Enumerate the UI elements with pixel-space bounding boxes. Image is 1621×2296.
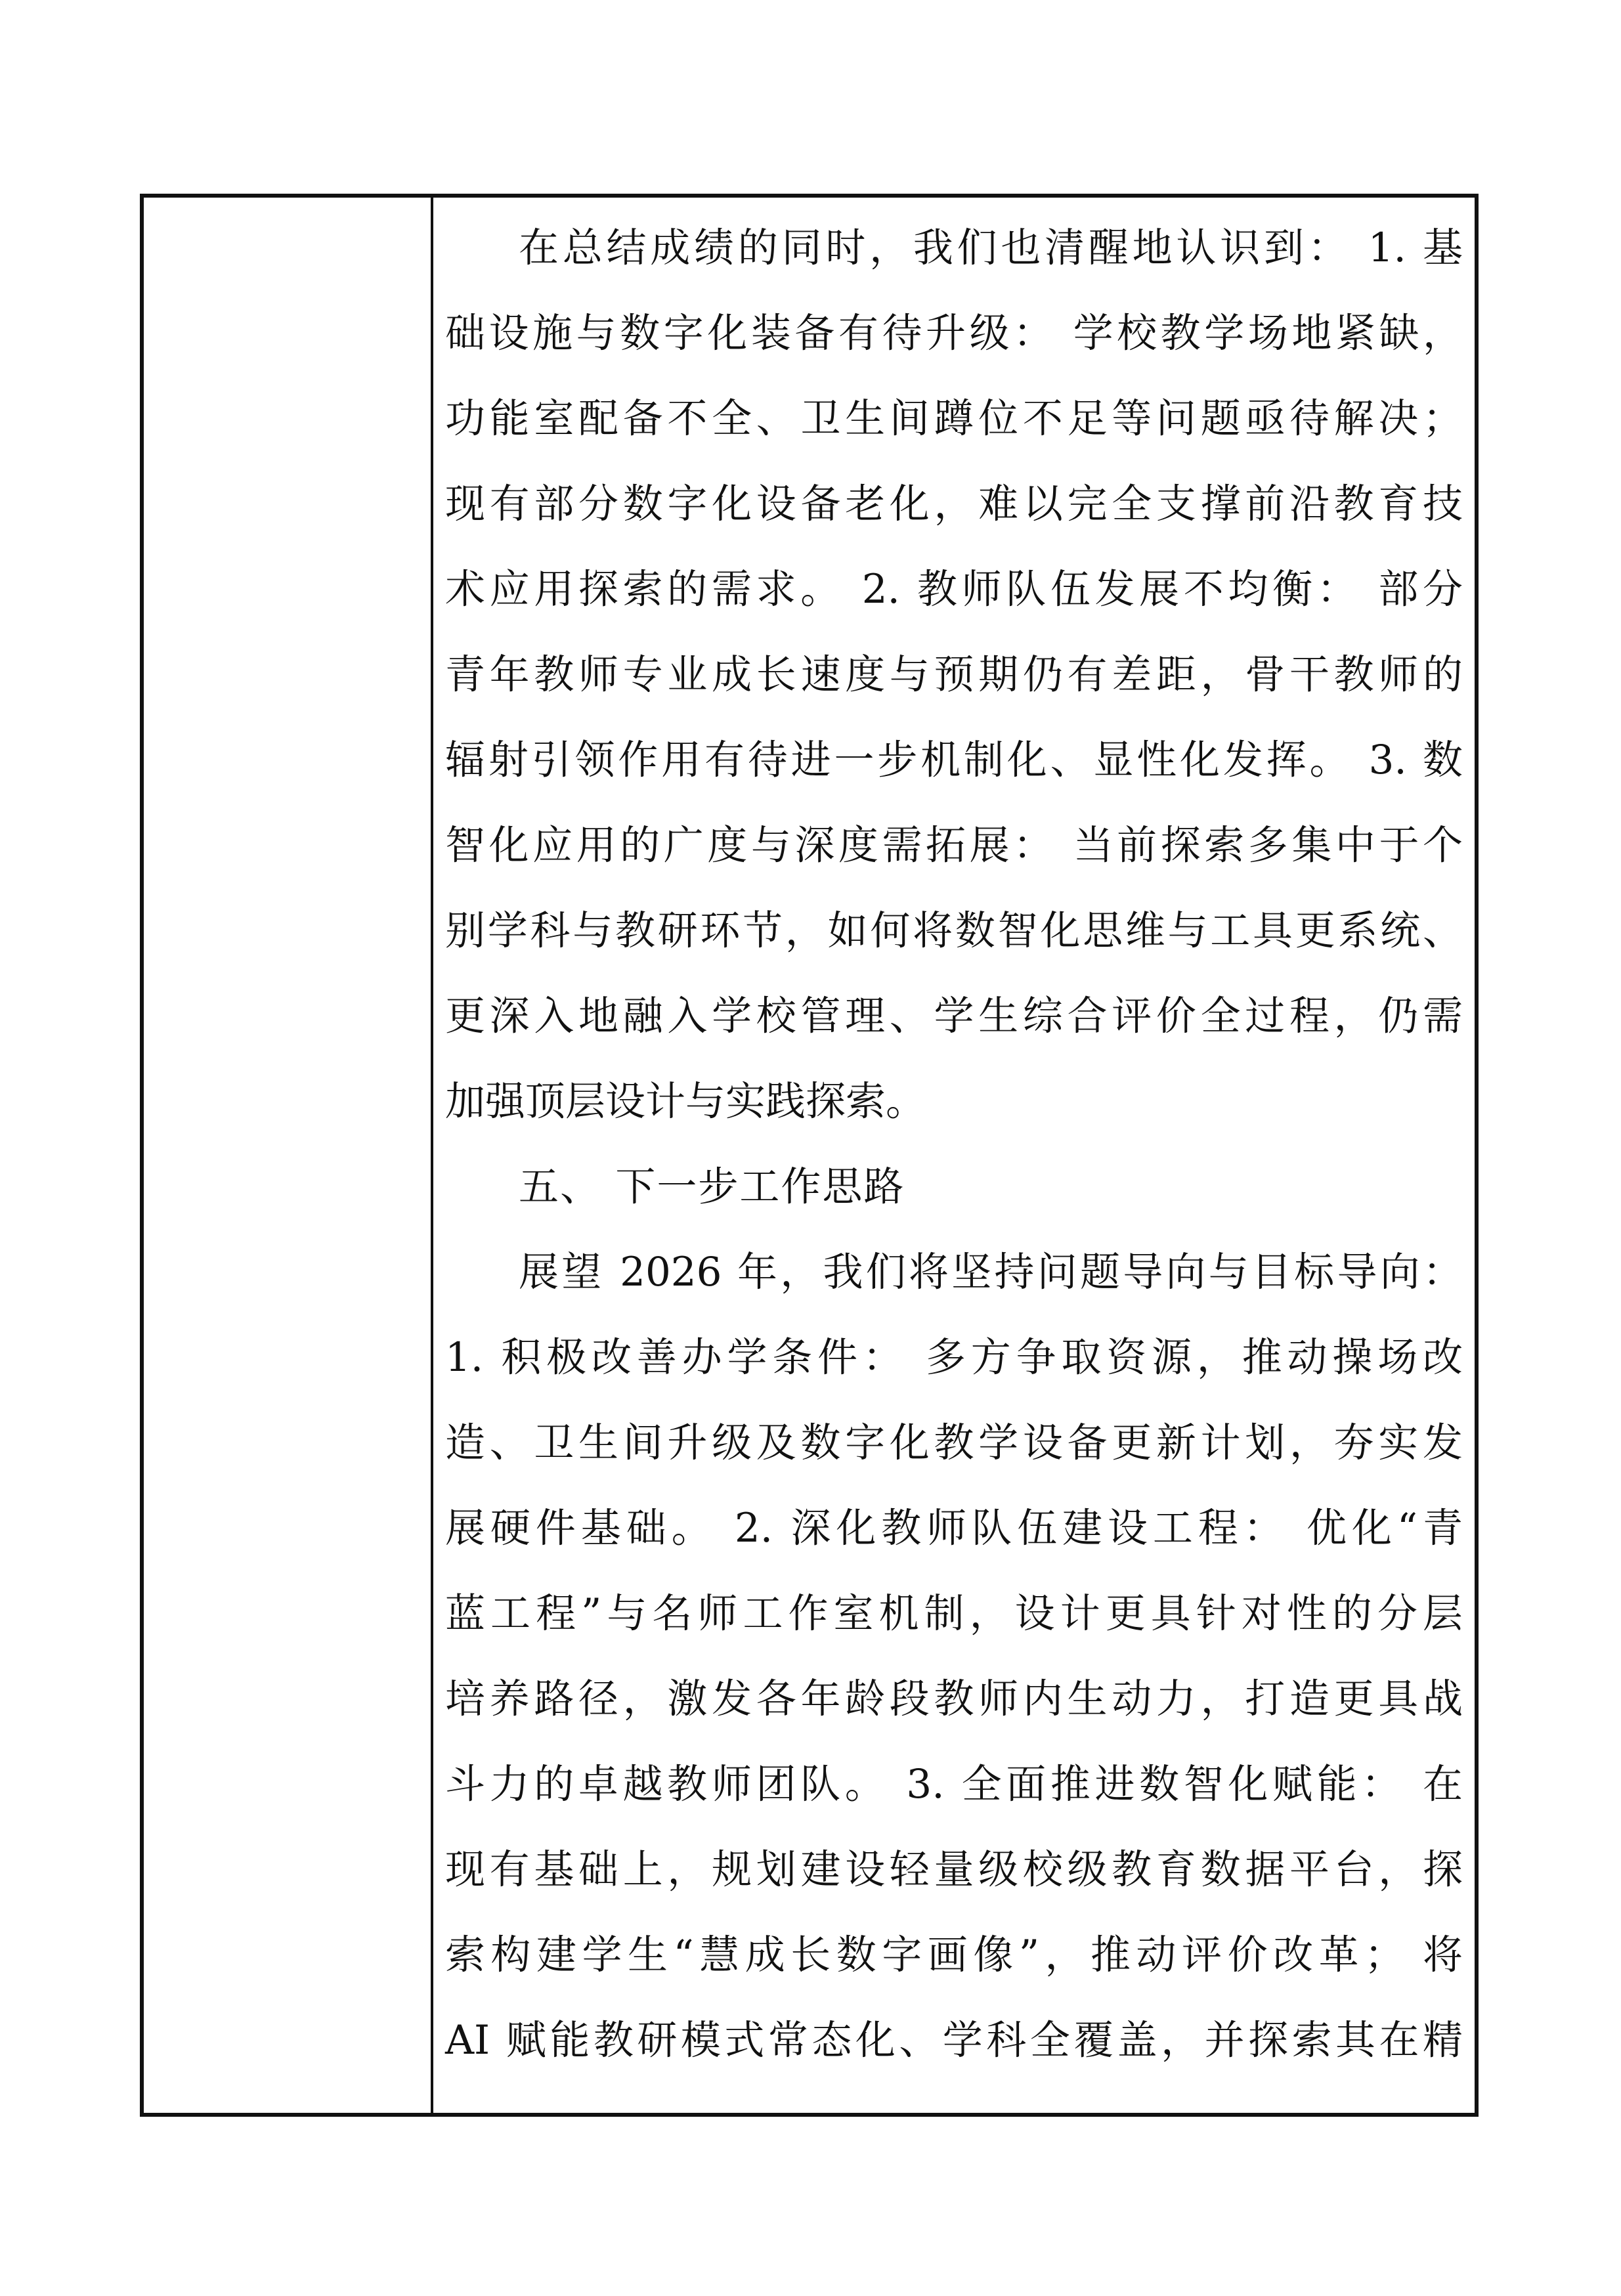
paragraph1-line-9: 别学科与教研环节，如何将数智化思维与工具更系统、 (445, 907, 1463, 954)
paragraph2-line-9: 索构建学生“慧成长数字画像”，推动评价改革； 将 (445, 1932, 1463, 1978)
table-right-cell (433, 198, 1475, 2113)
paragraph1-line-6: 青年教师专业成长速度与预期仍有差距，骨干教师的 (445, 651, 1463, 698)
paragraph2-line-3: 造、卫生间升级及数字化教学设备更新计划，夯实发 (445, 1419, 1463, 1466)
paragraph2-line-1: 展望 2026 年，我们将坚持问题导向与目标导向： (519, 1249, 1463, 1295)
paragraph2-line-2: 1. 积极改善办学条件： 多方争取资源，推动操场改 (445, 1334, 1463, 1381)
paragraph2-line-5: 蓝工程”与名师工作室机制，设计更具针对性的分层 (445, 1590, 1463, 1637)
paragraph2-line-10: AI 赋能教研模式常态化、学科全覆盖，并探索其在精 (445, 2017, 1463, 2064)
paragraph1-line-4: 现有部分数字化设备老化，难以完全支撑前沿教育技 (445, 481, 1463, 527)
paragraph1-line-7: 辐射引领作用有待进一步机制化、显性化发挥。 3. 数 (445, 737, 1463, 783)
paragraph2-line-7: 斗力的卓越教师团队。 3. 全面推进数智化赋能： 在 (445, 1761, 1463, 1808)
paragraph2-line-8: 现有基础上，规划建设轻量级校级教育数据平台，探 (445, 1846, 1463, 1893)
paragraph1-line-5: 术应用探索的需求。 2. 教师队伍发展不均衡： 部分 (445, 566, 1463, 613)
paragraph1-line-2: 础设施与数字化装备有待升级： 学校教学场地紧缺， (445, 310, 1463, 357)
paragraph2-line-6: 培养路径，激发各年龄段教师内生动力，打造更具战 (445, 1676, 1463, 1722)
table-left-cell (144, 198, 433, 2113)
section-heading: 五、 下一步工作思路 (519, 1163, 905, 1210)
paragraph1-line-3: 功能室配备不全、卫生间蹲位不足等问题亟待解决； (445, 395, 1463, 442)
paragraph1-line-10: 更深入地融入学校管理、学生综合评价全过程，仍需 (445, 993, 1463, 1039)
paragraph1-line-11: 加强顶层设计与实践探索。 (445, 1078, 926, 1125)
paragraph1-line-8: 智化应用的广度与深度需拓展： 当前探索多集中于个 (445, 822, 1463, 869)
paragraph2-line-4: 展硬件基础。 2. 深化教师队伍建设工程： 优化“青 (445, 1505, 1463, 1551)
document-table (140, 194, 1479, 2117)
paragraph1-line-1: 在总结成绩的同时，我们也清醒地认识到： 1. 基 (519, 225, 1463, 271)
